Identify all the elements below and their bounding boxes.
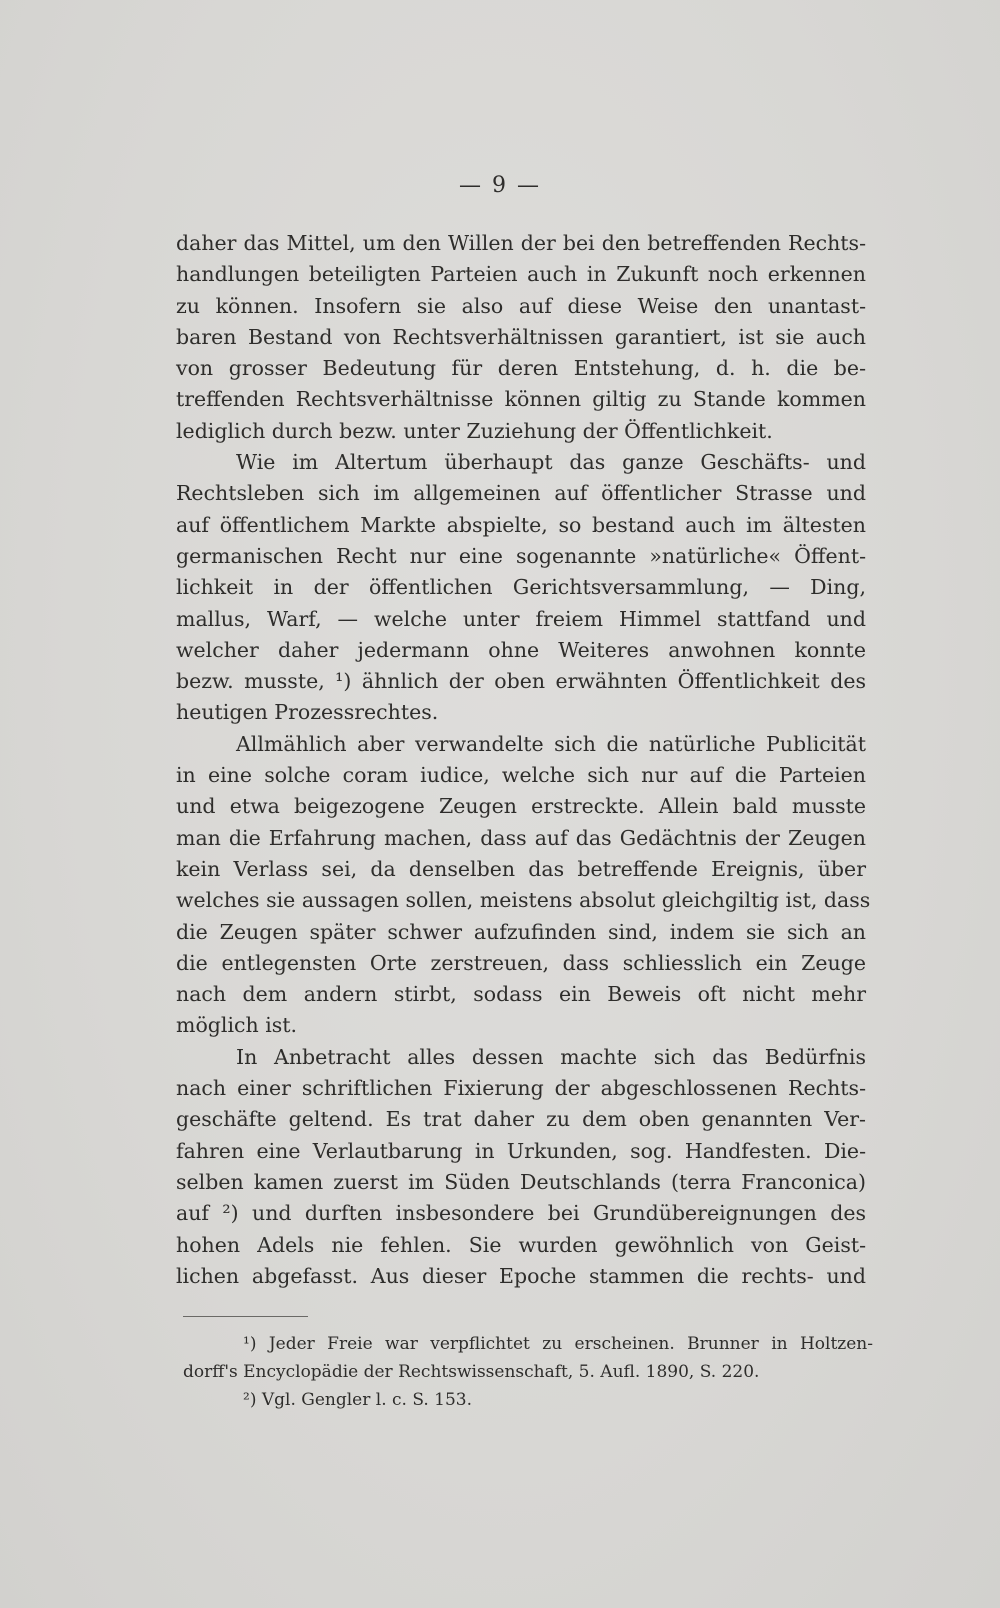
body-text: [176, 228, 871, 1292]
text-line: von grosser Bedeutung für deren Entstehung, d. h. die be-: [176, 356, 866, 381]
text-line: germanischen Recht nur eine sogenannte »natürliche« Öffent-: [176, 543, 866, 568]
text-line: auf ²) und durften insbesondere bei Grundübereignungen des: [176, 1201, 866, 1226]
text-line: und etwa beigezogene Zeugen erstreckte. Allein bald musste: [176, 794, 866, 819]
text-line: hohen Adels nie fehlen. Sie wurden gewöhnlich von Geist-: [176, 1232, 866, 1257]
text-line: möglich ist.: [176, 1013, 298, 1038]
text-line: nach dem andern stirbt, sodass ein Beweis oft nicht mehr: [176, 982, 866, 1007]
footnote-1-continued: dorff's Encyclopädie der Rechtswissenschaft, 5. Aufl. 1890, S. 220.: [183, 1362, 760, 1382]
text-line: auf öffentlichem Markte abspielte, so bestand auch im ältesten: [176, 512, 866, 537]
footnote-2: ²) Vgl. Gengler l. c. S. 153.: [243, 1390, 473, 1410]
text-line: mallus, Warf, — welche unter freiem Himmel stattfand und: [176, 606, 866, 631]
text-line: welcher daher jedermann ohne Weiteres anwohnen konnte: [176, 637, 866, 662]
text-line: lichkeit in der öffentlichen Gerichtsversammlung, — Ding,: [176, 575, 866, 600]
text-line: nach einer schriftlichen Fixierung der abgeschlossenen Rechts-: [176, 1076, 866, 1101]
text-line: handlungen beteiligten Parteien auch in Zukunft noch erkennen: [176, 262, 866, 287]
text-line: treffenden Rechtsverhältnisse können giltig zu Stande kommen: [176, 387, 866, 412]
text-line: kein Verlass sei, da denselben das betreffende Ereignis, über: [176, 856, 866, 881]
footnote-1: ¹) Jeder Freie war verpflichtet zu erscheinen. Brunner in Holtzen-: [243, 1334, 873, 1354]
text-line: baren Bestand von Rechtsverhältnissen garantiert, ist sie auch: [176, 324, 866, 349]
text-line: man die Erfahrung machen, dass auf das Gedächtnis der Zeugen: [176, 825, 866, 850]
text-line: lichen abgefasst. Aus dieser Epoche stammen die rechts- und: [176, 1263, 866, 1288]
text-line: bezw. musste, ¹) ähnlich der oben erwähnten Öffentlichkeit des: [176, 669, 866, 694]
paragraph-start-line: Wie im Altertum überhaupt das ganze Geschäfts- und: [236, 450, 866, 475]
text-line: zu können. Insofern sie also auf diese Weise den unantast-: [176, 293, 866, 318]
footnote-divider: [183, 1316, 308, 1317]
page-number: — 9 —: [459, 173, 541, 198]
text-line: welches sie aussagen sollen, meistens absolut gleichgiltig ist, dass: [176, 888, 871, 913]
text-line: heutigen Prozessrechtes.: [176, 700, 439, 725]
text-line: selben kamen zuerst im Süden Deutschlands (terra Franconica): [176, 1169, 866, 1194]
text-line: Rechtsleben sich im allgemeinen auf öffentlicher Strasse und: [176, 481, 866, 506]
text-line: daher das Mittel, um den Willen der bei den betreffenden Rechts-: [176, 231, 866, 255]
footnotes: [183, 1330, 873, 1414]
text-line: fahren eine Verlautbarung in Urkunden, sog. Handfesten. Die-: [176, 1138, 866, 1163]
text-line: die entlegensten Orte zerstreuen, dass schliesslich ein Zeuge: [176, 950, 866, 975]
paragraph-start-line: In Anbetracht alles dessen machte sich das Bedürfnis: [236, 1044, 866, 1069]
paragraph-start-line: Allmählich aber verwandelte sich die natürliche Publicität: [236, 731, 866, 756]
text-line: geschäfte geltend. Es trat daher zu dem oben genannten Ver-: [176, 1107, 866, 1132]
text-line: lediglich durch bezw. unter Zuziehung der Öffentlichkeit.: [176, 418, 773, 443]
text-line: in eine solche coram iudice, welche sich nur auf die Parteien: [176, 763, 866, 788]
text-line: die Zeugen später schwer aufzufinden sind, indem sie sich an: [176, 919, 866, 944]
